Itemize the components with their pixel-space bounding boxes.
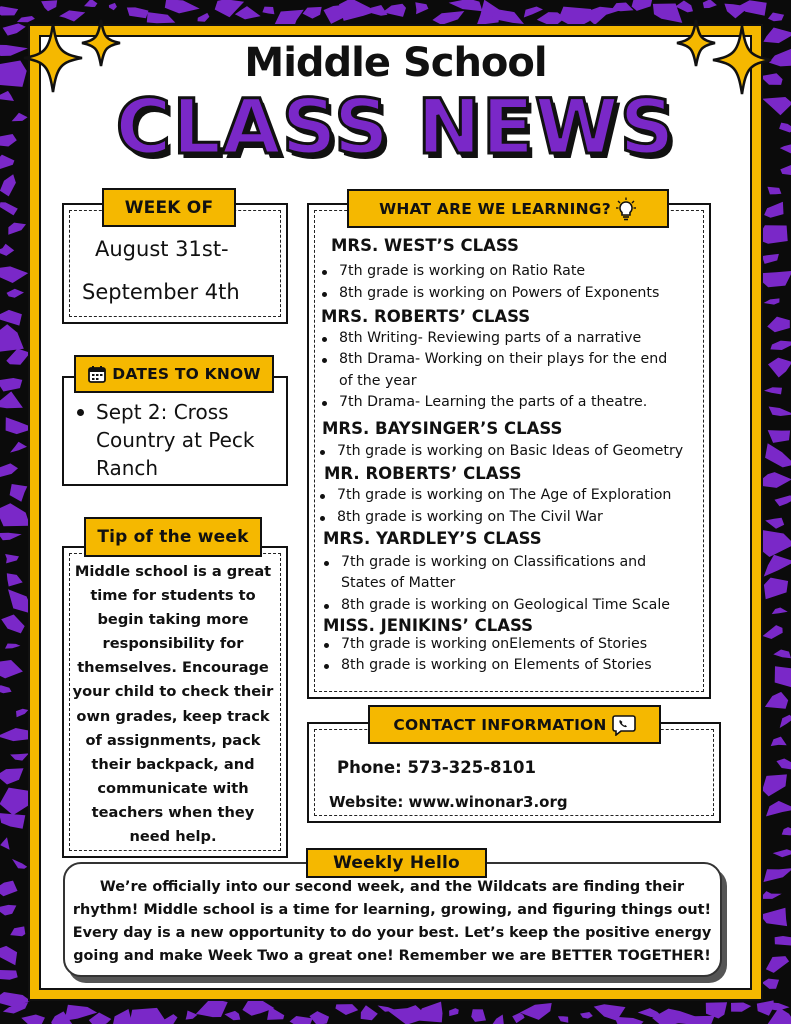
page-title: CLASS NEWS	[115, 82, 676, 171]
confetti-shape	[0, 881, 18, 897]
confetti-shape	[632, 0, 653, 11]
confetti-shape	[10, 442, 27, 453]
confetti-shape	[0, 310, 22, 326]
confetti-shape	[0, 6, 18, 15]
bullet-dot	[322, 292, 327, 297]
confetti-shape	[127, 7, 149, 18]
confetti-shape	[0, 837, 9, 850]
contact-website: Website: www.winonar3.org	[329, 793, 568, 811]
list-item: 8th grade is working on Geological Time Scale	[341, 597, 670, 613]
confetti-shape	[7, 573, 23, 586]
class-heading-jenikins: MISS. JENIKINS’ CLASS	[323, 616, 534, 635]
confetti-shape	[0, 244, 14, 256]
bullet-dot	[324, 643, 329, 648]
confetti-shape	[764, 202, 783, 218]
class-heading-yardley: MRS. YARDLEY’S CLASS	[323, 529, 542, 548]
confetti-shape	[512, 1013, 524, 1023]
confetti-shape	[768, 13, 784, 22]
confetti-shape	[0, 266, 28, 283]
confetti-shape	[147, 12, 176, 23]
confetti-shape	[703, 0, 717, 8]
list-item: 8th Writing- Reviewing parts of a narrative	[339, 330, 641, 346]
confetti-shape	[0, 813, 25, 829]
confetti-shape	[10, 926, 25, 936]
confetti-shape	[449, 1008, 459, 1016]
bullet-dot	[324, 561, 329, 566]
contact-tag	[368, 705, 661, 744]
list-item: 8th grade is working on Powers of Exponents	[339, 285, 659, 301]
bullet-dot	[320, 450, 325, 455]
confetti-shape	[198, 13, 210, 22]
confetti-shape	[12, 859, 27, 869]
confetti-shape	[769, 407, 791, 417]
confetti-shape	[471, 1009, 486, 1022]
confetti-shape	[580, 1012, 593, 1019]
tip-tag	[84, 517, 262, 557]
list-item: 8th grade is working on Elements of Stories	[341, 657, 652, 673]
confetti-shape	[770, 341, 791, 350]
confetti-shape	[262, 7, 274, 15]
confetti-shape	[765, 692, 788, 709]
tip-label: Tip of the week	[97, 527, 249, 547]
confetti-shape	[776, 759, 791, 771]
confetti-shape	[21, 1015, 45, 1024]
confetti-shape	[0, 324, 24, 352]
list-item: 7th grade is working on Classifications and	[341, 554, 646, 570]
confetti-shape	[0, 533, 22, 541]
confetti-shape	[731, 1003, 751, 1012]
confetti-shape	[520, 1003, 552, 1020]
confetti-shape	[89, 1013, 112, 1024]
confetti-shape	[766, 801, 791, 817]
confetti-shape	[84, 0, 97, 7]
bullet-dot	[324, 664, 329, 669]
confetti-shape	[0, 970, 18, 980]
class-heading-west: MRS. WEST’S CLASS	[331, 236, 519, 255]
weekly-hello-line: rhythm! Middle school is a time for learning, growing, and figuring things out!	[72, 902, 712, 918]
confetti-shape	[41, 0, 57, 11]
contact-label: CONTACT INFORMATION	[393, 715, 607, 734]
confetti-shape	[0, 463, 18, 477]
weekly-hello-tag	[306, 848, 487, 878]
confetti-shape	[775, 666, 791, 688]
confetti-shape	[8, 223, 26, 235]
week-date-line-1: August 31st-	[95, 237, 229, 261]
confetti-shape	[5, 644, 20, 649]
confetti-shape	[109, 3, 117, 10]
confetti-shape	[112, 1009, 131, 1024]
confetti-shape	[186, 1011, 198, 1020]
confetti-shape	[449, 0, 483, 11]
list-item-continued: of the year	[339, 373, 417, 389]
confetti-shape	[782, 827, 791, 835]
confetti-shape	[765, 443, 791, 467]
calendar-icon	[87, 364, 107, 384]
confetti-shape	[432, 11, 464, 25]
confetti-shape	[16, 709, 28, 718]
list-item: 7th grade is working on Ratio Rate	[339, 263, 585, 279]
confetti-shape	[0, 905, 16, 916]
confetti-shape	[225, 1011, 241, 1020]
confetti-shape	[5, 554, 19, 563]
dates-tag	[74, 355, 274, 393]
lightbulb-icon	[615, 197, 637, 221]
confetti-shape	[165, 0, 200, 13]
list-item: 7th grade is working on Basic Ideas of Geometry	[337, 443, 683, 459]
list-item: 8th Drama- Working on their plays for the end	[339, 351, 667, 367]
confetti-shape	[764, 868, 791, 882]
confetti-shape	[771, 737, 787, 747]
weekly-hello-line: going and make Week Two a great one! Remember we are BETTER TOGETHER!	[73, 948, 711, 964]
weekly-hello-label: Weekly Hello	[333, 853, 460, 873]
confetti-shape	[775, 495, 791, 506]
confetti-shape	[235, 6, 261, 19]
confetti-shape	[6, 349, 30, 365]
confetti-shape	[768, 430, 790, 443]
confetti-shape	[0, 391, 23, 408]
confetti-shape	[493, 1015, 504, 1024]
page-subtitle: Middle School	[244, 40, 547, 86]
confetti-shape	[767, 317, 790, 333]
tip-text: Middle school is a great time for students to begin taking more responsibility for themselves. Encourage your child to check their own grades, keep track of assignments, pack their backpack, and communicate with teachers when they need help.	[72, 563, 274, 846]
class-heading-mr-roberts: MR. ROBERTS’ CLASS	[324, 464, 522, 483]
confetti-shape	[760, 908, 787, 926]
confetti-shape	[773, 650, 791, 659]
confetti-shape	[0, 202, 18, 215]
bullet-dot	[322, 401, 327, 406]
confetti-shape	[1, 615, 25, 634]
confetti-shape	[0, 685, 12, 693]
confetti-shape	[0, 768, 23, 784]
confetti-shape	[766, 956, 789, 973]
confetti-shape	[762, 254, 779, 264]
confetti-shape	[0, 378, 22, 392]
confetti-shape	[10, 484, 28, 502]
confetti-shape	[611, 3, 633, 12]
bullet-dot	[322, 337, 327, 342]
phone-chat-icon	[612, 714, 636, 736]
confetti-shape	[762, 979, 779, 989]
list-item-continued: States of Matter	[341, 575, 456, 591]
bullet-dot	[320, 516, 325, 521]
list-item: 7th Drama- Learning the parts of a theatre.	[339, 394, 647, 410]
confetti-shape	[0, 660, 23, 678]
confetti-shape	[772, 608, 788, 615]
confetti-shape	[765, 518, 784, 529]
learning-label: WHAT ARE WE LEARNING?	[379, 199, 611, 218]
bullet-dot	[324, 604, 329, 609]
confetti-shape	[361, 1005, 378, 1020]
confetti-shape	[773, 849, 791, 857]
contact-phone: Phone: 573-325-8101	[337, 758, 536, 777]
dates-item: Sept 2: Cross Country at Peck Ranch	[96, 400, 255, 480]
bullet-dot	[320, 494, 325, 499]
weekly-hello-line: Every day is a new opportunity to do your best. Let’s keep the positive energy	[72, 925, 712, 941]
bullet-dot	[77, 409, 84, 416]
weekly-hello-text	[66, 876, 718, 968]
confetti-shape	[767, 187, 781, 195]
class-heading-mrs-roberts: MRS. ROBERTS’ CLASS	[321, 307, 531, 326]
week-of-label: WEEK OF	[124, 197, 214, 218]
list-item: 7th grade is working on The Age of Exploration	[337, 487, 671, 503]
confetti-shape	[0, 946, 17, 965]
list-item: 8th grade is working on The Civil War	[337, 509, 603, 525]
confetti-shape	[764, 298, 780, 304]
confetti-shape	[267, 1006, 284, 1020]
confetti-shape	[0, 174, 16, 196]
confetti-shape	[558, 1016, 568, 1023]
class-heading-baysinger: MRS. BAYSINGER’S CLASS	[322, 419, 563, 438]
list-item: 7th grade is working onElements of Stories	[341, 636, 647, 652]
confetti-shape	[303, 7, 322, 19]
confetti-shape	[309, 1011, 329, 1024]
confetti-shape	[768, 358, 791, 378]
bullet-dot	[322, 358, 327, 363]
confetti-shape	[763, 625, 783, 639]
weekly-hello-line: We’re officially into our second week, and the Wildcats are finding their	[99, 879, 685, 895]
confetti-shape	[739, 0, 767, 15]
confetti-shape	[415, 2, 428, 14]
dates-label: DATES TO KNOW	[112, 365, 261, 383]
confetti-shape	[0, 503, 30, 526]
bullet-dot	[322, 270, 327, 275]
confetti-shape	[10, 753, 29, 760]
confetti-shape	[290, 1016, 313, 1024]
confetti-shape	[7, 289, 25, 298]
confetti-shape	[762, 774, 787, 796]
confetti-shape	[764, 555, 791, 577]
confetti-shape	[339, 0, 377, 21]
confetti-shape	[764, 387, 782, 394]
confetti-shape	[764, 578, 788, 600]
confetti-shape	[335, 1004, 358, 1015]
week-of-tag	[102, 188, 236, 227]
week-date-line-2: September 4th	[82, 280, 240, 304]
confetti-shape	[524, 7, 543, 18]
confetti-shape	[614, 1017, 643, 1024]
confetti-shape	[780, 715, 791, 728]
confetti-shape	[775, 936, 791, 946]
learning-tag	[347, 189, 669, 228]
